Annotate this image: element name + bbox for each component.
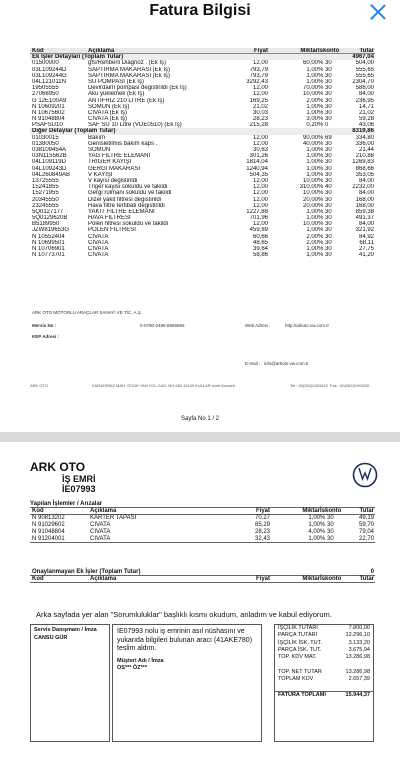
cell-ack: CIVATA (90, 529, 111, 535)
cell-ack: YAKIT FİLTRE ELEMANI (88, 208, 155, 215)
cell-ack: Hava filtre tertibati degistirildi (88, 202, 165, 209)
cell-ack: V kayısi degistirildi (88, 177, 138, 184)
cell-isk: % 30 (318, 196, 332, 203)
cell-mik: 20,00 (302, 196, 318, 203)
cell-fiy: 1814,04 (246, 159, 268, 166)
cell-fiy: 30,03 (252, 109, 268, 116)
cell-tut: 43,06 (358, 122, 374, 129)
summary-value: 12.296,10 (345, 632, 370, 639)
cell-mik: 1,00 (306, 66, 318, 73)
section-ek-isler: Ek İşler Detayları (Toplam Tutar) 4967,04 (32, 54, 374, 61)
cell-ack: SAPTIRMA MAKARASI (Ek İş) (88, 72, 171, 79)
cell-fiy: 701,96 (249, 215, 268, 222)
company-name: ARK OTO MOTORLU ARAÇLAR SANAYİ VE TİC. A.Ş. (32, 310, 142, 315)
cell-ack: SAF SU 10 Litre (VDE0510) (Ek İş) (88, 122, 182, 129)
cell-fiy: 12,00 (252, 196, 268, 203)
cell-kod: 04L121011N (32, 78, 66, 85)
cell-tut: 555,65 (355, 66, 374, 73)
summary-row (275, 654, 373, 661)
cell-ack: Polen filtresi sokuldu ve takildi (88, 221, 169, 228)
cell-ack: CIVATA (90, 536, 111, 542)
summary-label: PARÇA TUTARI (278, 632, 318, 639)
cell-isk: % 30 (318, 116, 332, 123)
cell-kod: N 10552404 (32, 233, 65, 240)
cell-mik: 1,00 (306, 215, 318, 222)
summary-row (275, 669, 373, 676)
onay-header: Onaylanmayan Ek İşler (Toplam Tutar) 0 (32, 569, 374, 575)
invoice-page-2 (0, 444, 400, 764)
cell-ack: SAPTIRMA MAKARASI (Ek İş) (88, 66, 171, 73)
section-title: Yapılan İşlemler / Arızalar (30, 500, 375, 508)
cell-kod: N 91029602 (32, 522, 65, 528)
cell-fiy: 793,79 (249, 72, 268, 79)
cell-kod: N 10706901 (32, 246, 65, 252)
email-label: E-mail : (245, 361, 261, 366)
onaylanmayan-table (30, 569, 375, 583)
table-header: Kod Açıklama Fiyat Miktar Iskonto Tutar (32, 48, 374, 54)
summary-row (275, 625, 373, 632)
cell-tut: 79,04 (358, 529, 374, 535)
cell-fiy: 169,25 (249, 97, 268, 104)
cell-ack: Aku yuklemek (Ek İş) (88, 91, 145, 98)
cell-tut: 555,65 (355, 72, 374, 79)
footer-tel: Tel : 00(262)2493420 (290, 383, 328, 388)
cell-mik: 1,00 (306, 165, 318, 172)
cell-mik: 1,00 (306, 147, 318, 153)
cell-isk: % 40 (318, 184, 332, 191)
cell-fiy: 459,89 (249, 227, 268, 234)
cell-isk: % 30 (318, 97, 332, 104)
confirm-text: Arka sayfada yer alan "Sorumluluklar" başlıklı kısmı okudum, anladım ve kabul ediyorum. (36, 610, 332, 619)
cell-mik: 10,00 (302, 221, 318, 228)
cell-ack: SU POMPASI (Ek İş) (88, 78, 144, 85)
summary-value: 3.675,94 (348, 646, 370, 653)
table-row (30, 252, 375, 258)
cell-mik: 1,00 (308, 522, 320, 528)
cell-ack: TRİGER KAYIŞI (88, 159, 132, 166)
cell-mik: 1,00 (306, 252, 318, 259)
cell-fiy: 12,00 (252, 140, 268, 147)
ek-isler-rows (30, 60, 375, 128)
summary-box (274, 624, 374, 742)
cell-mik: 10,00 (302, 177, 318, 184)
cell-isk: % 30 (318, 208, 332, 215)
summary-row (275, 640, 373, 647)
onay-columns: Kod Açıklama Fiyat Miktar İskonto Tutar (32, 576, 374, 582)
servis-label: Servis Danışmanı / İmza (34, 627, 97, 633)
mersis-value: 0-0790-0486-8966856 (140, 323, 185, 328)
cell-tut: 41,20 (358, 252, 374, 259)
cell-ack: SOMUN (88, 147, 111, 153)
footer-company: ARK OTO (30, 383, 48, 388)
table-row (30, 515, 375, 522)
cell-fiy: 12,00 (252, 91, 268, 98)
cell-tut: 334,80 (355, 134, 374, 141)
cell-tut: 2232,00 (352, 184, 374, 191)
cell-kod: 03L109244G (32, 72, 67, 79)
cell-fiy: 70,27 (254, 515, 270, 521)
summary-value: 13.286,98 (345, 668, 370, 675)
diger-rows (30, 135, 375, 259)
summary-row (275, 676, 373, 683)
cell-ack: V KAYIŞI (88, 171, 113, 178)
cell-fiy: 1227,88 (246, 208, 268, 215)
cell-isk: % 30 (318, 78, 332, 85)
cell-isk: % 30 (318, 109, 332, 116)
cell-mik: 1,00 (306, 227, 318, 234)
cell-isk: % 30 (318, 202, 332, 209)
cell-mik: 1,00 (306, 246, 318, 252)
cell-mik: 10,00 (302, 91, 318, 98)
cell-kod: 13725555 (32, 177, 59, 184)
cell-ack: Bakım (88, 134, 106, 141)
cell-tut: 1269,83 (352, 159, 374, 166)
cell-isk: % 30 (320, 536, 334, 542)
cell-tut: 59,28 (358, 116, 374, 123)
teslim-text: İE07993 nolu iş emrinin asıl nüshasını ve yukarıda bilgileri bulunan aracı (41AKE780) teslim aldım. (117, 628, 253, 652)
summary-value: 7.800,00 (348, 625, 370, 631)
cell-isk: % 0 (318, 122, 329, 129)
cell-isk: % 30 (318, 60, 332, 67)
close-icon[interactable] (368, 2, 388, 22)
cell-isk: % 30 (320, 529, 334, 535)
cell-tut: 68,11 (359, 239, 374, 246)
cell-tut: 491,37 (355, 215, 374, 222)
cell-mik: 1,00 (306, 159, 318, 166)
cell-tut: 22,70 (358, 536, 374, 542)
cell-kod: 01500000 (32, 60, 59, 67)
cell-isk: % 30 (318, 171, 332, 178)
cell-ack: CIVATA (88, 246, 109, 252)
cell-mik: 2,00 (306, 239, 318, 246)
cell-mik: 1,00 (306, 153, 318, 160)
cell-kod: 15271955 (32, 190, 59, 197)
cell-isk: % 69 (318, 134, 332, 141)
cell-kod: 15241855 (32, 184, 59, 191)
cell-mik: 0,20 (306, 122, 318, 129)
summary-label: İŞÇİLİK İSK. TUT. (278, 639, 322, 646)
cell-ack: POLEN FİLTRESİ (88, 227, 136, 234)
cell-mik: 310,00 (299, 184, 318, 191)
cell-ack: Gergi rulmani sokuldu ve takildi (88, 190, 172, 197)
cell-tut: 21,02 (358, 109, 374, 116)
cell-tut: 859,38 (355, 208, 374, 215)
cell-fiy: 12,00 (252, 85, 268, 92)
footer-fax: Fax : 00(262)2493230 (330, 383, 370, 388)
cell-ack: CIVATA (88, 252, 109, 259)
email-value[interactable]: info@arkoto.vw.com.tr (264, 361, 309, 366)
cell-mik: 4,00 (308, 529, 320, 535)
summary-label: TOP. KDV MAT. (278, 654, 317, 661)
cell-fiy: 12,00 (252, 221, 268, 228)
cell-fiy: 85,29 (254, 522, 270, 528)
cell-kod: B5189950 (32, 221, 60, 228)
is-emri-number: İE07993 (62, 484, 96, 494)
cell-kod: G 12E100A9 (32, 97, 67, 104)
cell-mik: 90,00 (302, 134, 318, 141)
brand-title: ARK OTO (30, 460, 86, 474)
cell-isk: % 30 (318, 140, 332, 147)
cell-isk: % 30 (318, 165, 332, 172)
cell-kod: N 91204001 (32, 536, 65, 542)
cell-kod: PSAFSU10 (32, 122, 63, 129)
cell-fiy: 28,23 (254, 529, 270, 535)
cell-fiy: 60,66 (252, 233, 268, 240)
cell-mik: 1,00 (306, 109, 318, 116)
cell-mik: 3,00 (306, 116, 318, 123)
cell-mik: 1,00 (306, 72, 318, 79)
cell-fiy: 12,00 (252, 190, 268, 197)
cell-kod: 04L109243D (32, 165, 67, 172)
cell-kod: N 90813202 (32, 515, 65, 521)
summary-label: FATURA TOPLAMI (278, 691, 326, 698)
servis-name: CANSU GÜR (34, 635, 68, 641)
cell-kod: 20345550 (32, 196, 59, 203)
cell-ack: Devirdaim pompasi degistirildi (Ek İş) (88, 85, 187, 92)
cell-tut: 84,00 (358, 221, 374, 228)
cell-isk: % 30 (318, 190, 332, 197)
summary-row (275, 683, 373, 690)
cell-ack: SOMUN (Ek İş) (88, 103, 130, 110)
cell-tut: 84,00 (358, 91, 374, 98)
cell-tut: 84,00 (358, 177, 374, 184)
cell-tut: 27,75 (358, 246, 374, 252)
summary-list (275, 625, 373, 698)
cell-ack: CIVATA (Ek İş) (88, 109, 128, 116)
cell-fiy: 1240,94 (246, 165, 268, 172)
cell-tut: 210,88 (355, 153, 374, 160)
cell-isk: % 30 (318, 153, 332, 160)
cell-tut: 168,00 (355, 196, 374, 203)
cell-mik: 20,00 (302, 202, 318, 209)
cell-fiy: 12,00 (252, 60, 268, 67)
cell-kod: 19505555 (32, 85, 59, 92)
summary-row (275, 647, 373, 654)
cell-ack: KARTER TAPASI (90, 515, 137, 521)
cell-tut: 84,00 (358, 190, 374, 197)
app-header (0, 0, 400, 40)
cell-isk: % 30 (318, 233, 332, 240)
cell-kod: JZW819653G (32, 227, 70, 234)
summary-row (275, 661, 373, 668)
cell-mik: 1,00 (306, 78, 318, 85)
cell-mik: 2,00 (306, 233, 318, 240)
cell-fiy: 215,28 (249, 122, 268, 129)
summary-value: 13.286,98 (345, 654, 370, 661)
cell-mik: 1,00 (308, 536, 320, 542)
cell-tut: 336,00 (355, 140, 374, 147)
cell-kod: 01380050 (32, 140, 59, 147)
yapilan-islemler-table (30, 500, 375, 543)
musteri-label: Müşteri Adı / İmza (117, 657, 164, 664)
summary-label: TOP. NET TUTAR (278, 668, 322, 675)
cell-isk: % 30 (318, 159, 332, 166)
cell-isk: % 30 (318, 66, 332, 73)
cell-tut: 353,05 (355, 171, 374, 178)
cell-kod: N 10773701 (32, 252, 65, 259)
cell-mik: 1,00 (306, 208, 318, 215)
cell-isk: % 30 (318, 72, 332, 79)
table-row (30, 536, 375, 543)
cell-fiy: 58,86 (252, 252, 268, 259)
cell-ack: CIVATA (Ek İş) (88, 116, 128, 123)
cell-kod: N 91048804 (32, 116, 65, 123)
footer-address: KARADENIZ MAH. ÖCÜK YAN YOL CAD. NO:282 41140 KULLAR Izmit Kocaeli (92, 383, 235, 388)
cell-kod: 27068950 (32, 91, 59, 98)
cell-ack: gfs/Rehberli Diagnoz . (Ek İş) (88, 60, 167, 67)
cell-ack: Triger kayisi sokuldu ve takildi (88, 184, 168, 191)
cell-ack: CIVATA (88, 239, 109, 246)
cell-kod: 038109454A (32, 147, 67, 153)
cell-tut: 49,19 (358, 515, 374, 521)
cell-tut: 168,00 (355, 202, 374, 209)
cell-fiy: 301,26 (249, 153, 268, 160)
cell-fiy: 28,23 (252, 116, 268, 123)
cell-kod: 03N115562B (32, 153, 67, 160)
cell-kod: 23245555 (32, 202, 59, 209)
cell-kod: N 91048804 (32, 529, 65, 535)
cell-isk: % 30 (318, 239, 332, 246)
cell-mik: 1,00 (308, 515, 320, 521)
cell-mik: 1,00 (306, 171, 318, 178)
cell-tut: 504,00 (355, 60, 374, 67)
cell-kod: N 10675602 (32, 109, 65, 116)
invoice-page-1 (0, 40, 400, 430)
cell-ack: Dizel yakit filtresi degistirildi (88, 196, 162, 203)
cell-tut: 2304,70 (352, 78, 374, 85)
cell-tut: 321,92 (355, 227, 374, 234)
cell-isk: % 30 (318, 252, 332, 259)
summary-value: 2.657,39 (348, 676, 370, 683)
cell-isk: % 30 (318, 227, 332, 234)
cell-tut: 21,44 (358, 147, 374, 153)
cell-tut: 84,92 (358, 233, 374, 240)
cell-ack: ANTIFRIZ 210 LITRE (Ek İş) (88, 97, 165, 104)
summary-row (275, 691, 373, 698)
summary-label: PARÇA İSK. TUT. (278, 646, 322, 653)
cell-isk: % 30 (318, 91, 332, 98)
cell-isk: % 30 (318, 177, 332, 184)
table-row (30, 522, 375, 529)
yapilan-rows (30, 515, 375, 543)
cell-mik: 40,00 (302, 140, 318, 147)
cell-kod: 04L260849AB (32, 171, 71, 178)
summary-value: 3.133,20 (348, 639, 370, 646)
cell-kod: N 10609201 (32, 103, 65, 110)
cell-mik: 1,00 (306, 103, 318, 110)
cell-isk: % 30 (320, 522, 334, 528)
section-diger: Diğer Detaylar (Toplam Tutar) 8319,86 (32, 128, 374, 135)
cell-mik: 10,00 (302, 190, 318, 197)
table-header: Kod Açıklama Fiyat Miktar İskonto Tutar (32, 508, 374, 514)
cell-kod: 04L109119D (32, 159, 66, 166)
summary-label: İŞÇİLİK TUTARI (278, 625, 318, 631)
cell-fiy: 30,63 (252, 147, 268, 153)
cell-fiy: 3292,43 (246, 78, 268, 85)
is-emri-title: İŞ EMRİ (62, 474, 96, 484)
cell-ack: YAĞ FİLTRE ELEMANI (88, 153, 151, 160)
cell-fiy: 12,00 (252, 202, 268, 209)
cell-ack: CIVATA (88, 233, 109, 240)
cell-fiy: 32,43 (254, 536, 270, 542)
web-label: Web Adresi : (245, 323, 271, 328)
cell-fiy: 12,00 (252, 134, 268, 141)
cell-fiy: 12,00 (252, 184, 268, 191)
cell-kod: 01030015 (32, 134, 59, 141)
cell-isk: % 30 (318, 103, 332, 110)
table-row (30, 529, 375, 536)
cell-mik: 2,00 (306, 97, 318, 104)
cell-fiy: 48,65 (252, 239, 268, 246)
cell-mik: 70,00 (302, 85, 318, 92)
musteri-box (112, 624, 262, 742)
cell-ack: GERGİ MAKARASI (88, 165, 141, 172)
cell-kod: 03L109244D (32, 66, 67, 73)
summary-value: 15.944,37 (345, 691, 370, 698)
vw-logo (352, 462, 378, 488)
cell-fiy: 39,64 (252, 246, 268, 252)
kep-label: KEP Adresi : (32, 334, 60, 339)
cell-fiy: 793,79 (249, 66, 268, 73)
details-table (30, 48, 375, 258)
cell-fiy: 12,00 (252, 177, 268, 184)
page-separator (0, 432, 400, 442)
cell-tut: 868,66 (355, 165, 374, 172)
summary-row (275, 632, 373, 639)
cell-fiy: 504,35 (249, 171, 268, 178)
servis-box (30, 624, 110, 742)
cell-ack: Genisletilmis bakim kaps . (88, 140, 158, 147)
cell-ack: CIVATA (90, 522, 111, 528)
cell-isk: % 30 (318, 147, 332, 153)
cell-tut: 59,70 (358, 522, 374, 528)
cell-ack: HAVA FİLTRESİ (88, 215, 131, 222)
cell-isk: % 30 (318, 85, 332, 92)
cell-isk: % 30 (318, 215, 332, 222)
cell-fiy: 21,02 (252, 103, 268, 110)
summary-label: TOPLAM KDV (278, 676, 314, 683)
cell-kod: N 10699501 (32, 239, 65, 246)
cell-tut: 236,95 (355, 97, 374, 104)
cell-isk: % 30 (318, 246, 332, 252)
web-value[interactable]: http://arkoto.vw.com.tr (285, 323, 330, 328)
mersis-label: Mersis No : (32, 323, 57, 328)
cell-tut: 14,71 (358, 103, 374, 110)
page-title: Fatura Bilgisi (149, 2, 251, 19)
cell-isk: % 30 (320, 515, 334, 521)
cell-kod: 5Q0127177 (32, 208, 64, 215)
page-number: Sayfa No 1 / 2 (180, 416, 220, 422)
cell-tut: 588,00 (355, 85, 374, 92)
cell-mik: 60,00 (302, 60, 318, 67)
cell-kod: 5Q0129620B (32, 215, 68, 222)
musteri-name: OS*** ÖZ*** (117, 664, 147, 671)
cell-isk: % 30 (318, 221, 332, 228)
